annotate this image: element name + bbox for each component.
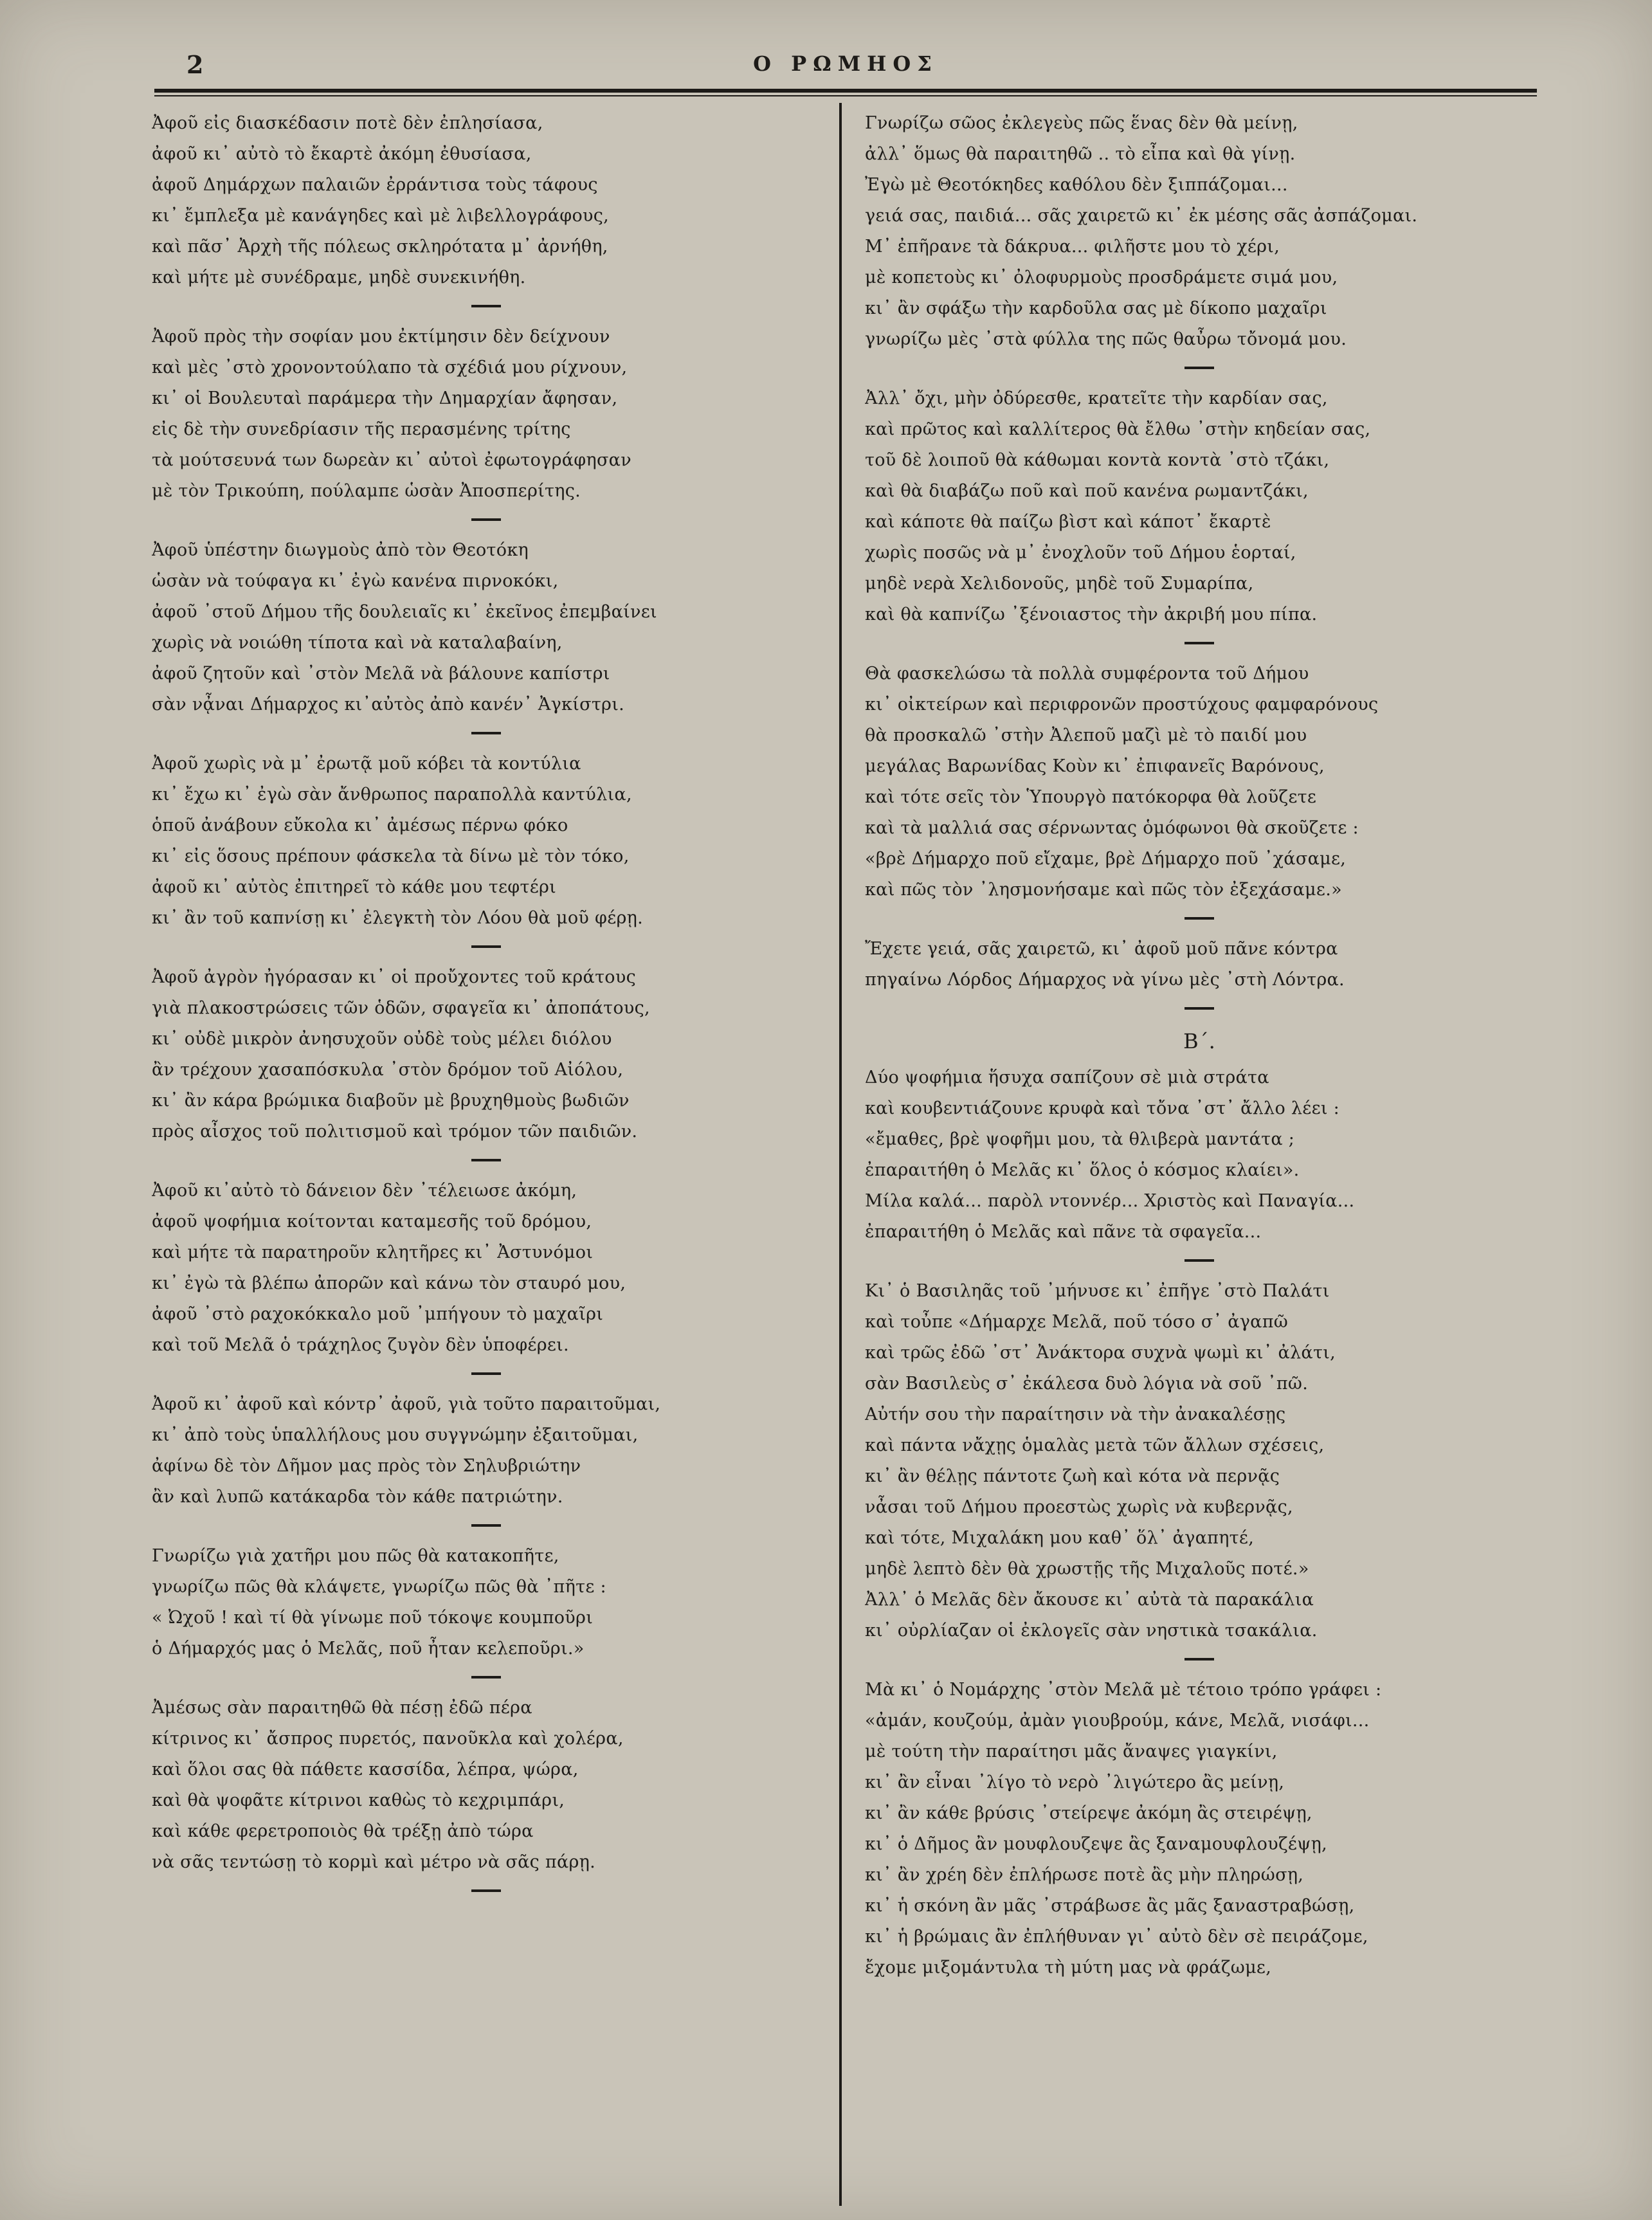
stanza-divider [1185,367,1214,369]
poem-stanza [152,1389,821,1513]
header-rule-thin [154,95,1537,96]
poem-line: γιὰ πλακοστρώσεις τῶν ὁδῶν, σφαγεῖα κι᾽ ἀποπάτους, [152,998,650,1018]
poem-stanza [865,934,1534,996]
poem-line: κι᾽ ἂν χρέη δὲν ἐπλήρωσε ποτὲ ἂς μὴν πληρώσῃ, [865,1865,1304,1885]
poem-line: καὶ θὰ διαβάζω ποῦ καὶ ποῦ κανένα ρωμαντζάκι, [865,481,1309,501]
poem-line: ἐπαραιτήθη ὁ Μελᾶς κι᾽ ὅλος ὁ κόσμος κλαίει». [865,1160,1300,1180]
poem-stanza [865,383,1534,630]
poem-line: γνωρίζω πῶς θὰ κλάψετε, γνωρίζω πῶς θὰ ᾽πῆτε : [152,1577,606,1597]
poem-line: Ἀφοῦ ἀγρὸν ἠγόρασαν κι᾽ οἱ προὔχοντες τοῦ κράτους [152,967,636,987]
poem-line: κι᾽ ἡ βρώμαις ἂν ἐπλήθυναν γι᾽ αὐτὸ δὲν σὲ πειράζομε, [865,1927,1368,1947]
poem-line: καὶ κάθε φερετροποιὸς θὰ τρέξῃ ἀπὸ τώρα [152,1821,534,1841]
column-divider [839,103,842,2206]
poem-line: ἀφοῦ κι᾽ αὐτὸ τὸ ἔκαρτὲ ἀκόμη ἐθυσίασα, [152,144,532,164]
poem-line: καὶ τότε, Μιχαλάκη μου καθ᾽ ὅλ᾽ ἀγαπητέ, [865,1528,1255,1548]
poem-line: ὁποῦ ἀνάβουν εὔκολα κι᾽ ἀμέσως πέρνω φόκο [152,815,568,835]
poem-line: Ἀλλ᾽ ὄχι, μὴν ὀδύρεσθε, κρατεῖτε τὴν καρδίαν σας, [865,388,1328,408]
poem-stanza [865,1062,1534,1248]
poem-line: ὁ Δήμαρχός μας ὁ Μελᾶς, ποῦ ἦταν κελεποῦρι.» [152,1639,585,1659]
poem-line: μηδὲ νερὰ Χελιδονοῦς, μηδὲ τοῦ Συμαρίπα, [865,574,1254,594]
poem-line: γειά σας, παιδιά... σᾶς χαιρετῶ κι᾽ ἐκ μέσης σᾶς ἀσπάζομαι. [865,206,1418,226]
poem-line: πρὸς αἶσχος τοῦ πολιτισμοῦ καὶ τρόμον τῶν παιδιῶν. [152,1122,638,1142]
poem-stanza [865,659,1534,905]
poem-line: ἀφοῦ ζητοῦν καὶ ᾽στὸν Μελᾶ νὰ βάλουνε καπίστρι [152,664,610,684]
poem-line: «ἔμαθες, βρὲ ψοφῆμι μου, τὰ θλιβερὰ μαντάτα ; [865,1129,1295,1149]
poem-stanza [152,1176,821,1361]
poem-line: καὶ τοῦ Μελᾶ ὁ τράχηλος ζυγὸν δὲν ὑποφέρει. [152,1335,569,1355]
poem-line: κι᾽ ἀπὸ τοὺς ὑπαλλήλους μου συγγνώμην ἐξαιτοῦμαι, [152,1425,639,1445]
stanza-divider [1185,1007,1214,1010]
poem-line: καὶ μήτε τὰ παρατηροῦν κλητῆρες κι᾽ Ἀστυνόμοι [152,1242,594,1262]
poem-line: μεγάλας Βαρωνίδας Κοὺν κι᾽ ἐπιφανεῖς Βαρόνους, [865,756,1325,776]
poem-line: Θὰ φασκελώσω τὰ πολλὰ συμφέροντα τοῦ Δήμου [865,664,1309,684]
left-column [152,108,821,2198]
poem-line: σὰν νᾆναι Δήμαρχος κι᾽αὐτὸς ἀπὸ κανέν᾽ Ἀγκίστρι. [152,695,625,714]
poem-line: κι᾽ ἂν τοῦ καπνίσῃ κι᾽ ἐλεγκτὴ τὸν Λόου θὰ μοῦ φέρῃ. [152,908,644,928]
poem-line: καὶ θὰ καπνίζω ᾽ξένοιαστος τὴν ἀκριβή μου πίπα. [865,605,1318,624]
poem-line: Ἐγὼ μὲ Θεοτόκηδες καθόλου δὲν ξιππάζομαι... [865,175,1288,195]
poem-line: Ἀφοῦ χωρὶς νὰ μ᾽ ἐρωτᾷ μοῦ κόβει τὰ κοντύλια [152,754,581,774]
poem-stanza [152,962,821,1147]
poem-line: κι᾽ ἡ σκόνη ἂν μᾶς ᾽στράβωσε ἂς μᾶς ξαναστραβώσῃ, [865,1896,1355,1916]
poem-line: νὰ σᾶς τεντώσῃ τὸ κορμὶ καὶ μέτρο νὰ σᾶς πάρῃ. [152,1852,596,1872]
stanza-divider [471,305,501,307]
poem-line: Μ᾽ ἐπῆρανε τὰ δάκρυα... φιλῆστε μου τὸ χέρι, [865,237,1280,257]
poem-line: καὶ πᾶσ᾽ Ἀρχὴ τῆς πόλεως σκληρότατα μ᾽ ἀρνήθη, [152,237,608,257]
poem-line: Ἀμέσως σὰν παραιτηθῶ θὰ πέσῃ ἐδῶ πέρα [152,1698,532,1718]
poem-line: καὶ ὅλοι σας θὰ πάθετε κασσίδα, λέπρα, ψώρα, [152,1760,579,1779]
poem-line: Μίλα καλά... παρὸλ ντοννέρ... Χριστὸς καὶ Παναγία... [865,1191,1355,1211]
poem-line: Γνωρίζω γιὰ χατῆρι μου πῶς θὰ κατακοπῆτε, [152,1546,559,1566]
stanza-divider [471,1889,501,1892]
poem-line: Κι᾽ ὁ Βασιληᾶς τοῦ ᾽μήνυσε κι᾽ ἐπῆγε ᾽στὸ Παλάτι [865,1281,1330,1301]
right-column [865,108,1534,2198]
poem-line: καὶ μήτε μὲ συνέδραμε, μηδὲ συνεκινήθη. [152,268,526,287]
page-number: 2 [186,50,204,79]
stanza-divider [1185,917,1214,920]
poem-stanza [865,1675,1534,1983]
poem-line: καὶ τρῶς ἐδῶ ᾽στ᾽ Ἀνάκτορα συχνὰ ψωμὶ κι᾽ ἀλάτι, [865,1343,1336,1363]
stanza-divider [471,945,501,948]
masthead-title: Ο ΡΩΜΗΟΣ [753,51,938,76]
poem-line: ἀφοῦ κι᾽ αὐτὸς ἐπιτηρεῖ τὸ κάθε μου τεφτέρι [152,877,557,897]
poem-line: κι᾽ εἰς ὅσους πρέπουν φάσκελα τὰ δίνω μὲ τὸν τόκο, [152,846,630,866]
poem-line: χωρὶς ποσῶς νὰ μ᾽ ἐνοχλοῦν τοῦ Δήμου ἑορταί, [865,543,1296,563]
poem-line: Ἀφοῦ εἰς διασκέδασιν ποτὲ δὲν ἐπλησίασα, [152,113,543,133]
poem-line: γνωρίζω μὲς ᾽στὰ φύλλα της πῶς θαὖρω τὄνομά μου. [865,329,1347,349]
poem-stanza [152,322,821,507]
poem-line: κι᾽ ἔμπλεξα μὲ κανάγηδες καὶ μὲ λιβελλογράφους, [152,206,610,226]
stanza-divider [471,1524,501,1527]
poem-line: Ἔχετε γειά, σᾶς χαιρετῶ, κι᾽ ἀφοῦ μοῦ πᾶνε κόντρα [865,939,1338,959]
poem-line: ὡσὰν νὰ τούφαγα κι᾽ ἐγὼ κανένα πιρνοκόκι, [152,571,559,591]
poem-line: καὶ κάποτε θὰ παίζω βὶστ καὶ κάποτ᾽ ἔκαρτὲ [865,512,1271,532]
poem-line: καὶ πῶς τὸν ᾽λησμονήσαμε καὶ πῶς τὸν ἐξεχάσαμε.» [865,880,1342,900]
poem-stanza [865,1276,1534,1646]
poem-line: κι᾽ ἂν κάρα βρώμικα διαβοῦν μὲ βρυχηθμοὺς βωδιῶν [152,1091,630,1111]
poem-line: κι᾽ ἂν θέλῃς πάντοτε ζωὴ καὶ κότα νὰ περνᾷς [865,1466,1280,1486]
poem-line: «ἀμάν, κουζούμ, ἀμὰν γιουβρούμ, κάνε, Μελᾶ, νισάφι... [865,1711,1370,1731]
poem-line: Ἀλλ᾽ ὁ Μελᾶς δὲν ἄκουσε κι᾽ αὐτὰ τὰ παρακάλια [865,1590,1314,1610]
poem-line: πηγαίνω Λόρδος Δήμαρχος νὰ γίνω μὲς ᾽στὴ Λόντρα. [865,970,1345,990]
section-heading: Β΄. [1183,1029,1215,1053]
poem-line: Αὐτήν σου τὴν παραίτησιν νὰ τὴν ἀνακαλέσῃς [865,1405,1286,1424]
poem-line: ἀλλ᾽ ὅμως θὰ παραιτηθῶ .. τὸ εἶπα καὶ θὰ γίνῃ. [865,144,1296,164]
stanza-divider [1185,1259,1214,1262]
poem-line: κι᾽ οὐρλίαζαν οἱ ἐκλογεῖς σὰν νηστικὰ τσακάλια. [865,1621,1318,1641]
poem-line: κι᾽ ὁ Δῆμος ἂν μουφλουζεψε ἂς ξαναμουφλουζέψῃ, [865,1834,1328,1854]
poem-line: σὰν Βασιλεὺς σ᾽ ἐκάλεσα δυὸ λόγια νὰ σοῦ ᾽πῶ. [865,1374,1309,1394]
poem-line: καὶ πάντα νἄχῃς ὁμαλὰς μετὰ τῶν ἄλλων σχέσεις, [865,1435,1325,1455]
poem-line: κι᾽ ἐγὼ τὰ βλέπω ἀπορῶν καὶ κάνω τὸν σταυρό μου, [152,1273,626,1293]
poem-line: θὰ προσκαλῶ ᾽στὴν Ἀλεποῦ μαζὶ μὲ τὸ παιδί μου [865,725,1307,745]
poem-line: κι᾽ οἰκτείρων καὶ περιφρονῶν προστύχους φαμφαρόνους [865,695,1379,714]
poem-stanza [152,108,821,293]
poem-line: κι᾽ ἂν κάθε βρύσις ᾽στείρεψε ἀκόμη ἂς στειρέψῃ, [865,1803,1312,1823]
poem-line: Δύο ψοφήμια ἥσυχα σαπίζουν σὲ μιὰ στράτα [865,1068,1269,1087]
stanza-divider [471,1676,501,1679]
poem-line: ἀφοῦ ψοφήμια κοίτονται καταμεσῆς τοῦ δρόμου, [152,1212,592,1232]
poem-stanza [152,1541,821,1664]
poem-line: Ἀφοῦ ὑπέστην διωγμοὺς ἀπὸ τὸν Θεοτόκη [152,540,529,560]
poem-line: μὲ τούτη τὴν παραίτησι μᾶς ἄναψες γιαγκίνι, [865,1742,1278,1761]
poem-line: Γνωρίζω σῶος ἐκλεγεὺς πῶς ἕνας δὲν θὰ μείνῃ, [865,113,1298,133]
poem-line: νἆσαι τοῦ Δήμου προεστὼς χωρὶς νὰ κυβερνᾷς, [865,1497,1293,1517]
poem-line: εἰς δὲ τὴν συνεδρίασιν τῆς περασμένης τρίτης [152,419,571,439]
poem-line: ἐπαραιτήθη ὁ Μελᾶς καὶ πᾶνε τὰ σφαγεῖα... [865,1222,1262,1242]
poem-line: καὶ τότε σεῖς τὸν Ὑπουργὸ πατόκορφα θὰ λοῦζετε [865,787,1317,807]
poem-stanza [152,1693,821,1878]
poem-line: κίτρινος κι᾽ ἄσπρος πυρετός, πανοῦκλα καὶ χολέρα, [152,1729,624,1749]
stanza-divider [1185,1658,1214,1660]
header-rule [154,89,1537,93]
poem-line: ἂν καὶ λυπῶ κατάκαρδα τὸν κάθε πατριώτην. [152,1487,563,1507]
stanza-divider [1185,642,1214,644]
poem-line: ἂν τρέχουν χασαπόσκυλα ᾽στὸν δρόμον τοῦ Αἰόλου, [152,1060,624,1080]
poem-stanza [152,535,821,720]
stanza-divider [471,732,501,734]
poem-line: ἀφοῦ Δημάρχων παλαιῶν ἐρράντισα τοὺς τάφους [152,175,598,195]
poem-line: καὶ κουβεντιάζουνε κρυφὰ καὶ τὄνα ᾽στ᾽ ἄλλο λέει : [865,1098,1340,1118]
poem-line: κι᾽ οὐδὲ μικρὸν ἀνησυχοῦν οὐδὲ τοὺς μέλει διόλου [152,1029,612,1049]
poem-line: « Ὠχοῦ ! καὶ τί θὰ γίνωμε ποῦ τόκοψε κουμποῦρι [152,1608,594,1628]
poem-line: μηδὲ λεπτὸ δὲν θὰ χρωστῇς τῆς Μιχαλοῦς ποτέ.» [865,1559,1309,1579]
poem-stanza [865,108,1534,355]
poem-line: «βρὲ Δήμαρχο ποῦ εἴχαμε, βρὲ Δήμαρχο ποῦ ᾽χάσαμε, [865,849,1347,869]
poem-line: τοῦ δὲ λοιποῦ θὰ κάθωμαι κοντὰ κοντὰ ᾽στὸ τζάκι, [865,450,1330,470]
poem-line: μὲ τὸν Τρικούπη, πούλαμπε ὡσὰν Ἀποσπερίτης. [152,481,581,501]
poem-line: ἀφοῦ ᾽στὸ ραχοκόκκαλο μοῦ ᾽μπήγουν τὸ μαχαῖρι [152,1304,604,1324]
poem-stanza [152,749,821,934]
poem-line: Ἀφοῦ πρὸς τὴν σοφίαν μου ἐκτίμησιν δὲν δείχνουν [152,327,610,347]
poem-line: καὶ τοὖπε «Δήμαρχε Μελᾶ, ποῦ τόσο σ᾽ ἀγαπῶ [865,1312,1289,1332]
poem-line: καὶ θὰ ψοφᾶτε κίτρινοι καθὼς τὸ κεχριμπάρι, [152,1790,565,1810]
poem-line: καὶ μὲς ᾽στὸ χρονοντούλαπο τὰ σχέδιά μου ρίχνουν, [152,358,628,378]
poem-line: Ἀφοῦ κι᾽αὐτὸ τὸ δάνειον δὲν ᾽τέλειωσε ἀκόμη, [152,1181,577,1201]
stanza-divider [471,518,501,521]
poem-line: χωρὶς νὰ νοιώθη τίποτα καὶ νὰ καταλαβαίνη, [152,633,563,653]
poem-line: κι᾽ οἱ Βουλευταὶ παράμερα τὴν Δημαρχίαν ἄφησαν, [152,388,618,408]
poem-line: ἔχομε μιξομάντυλα τὴ μύτη μας νὰ φράζωμε, [865,1958,1272,1978]
stanza-divider [471,1372,501,1375]
poem-line: καὶ τὰ μαλλιά σας σέρνωντας ὁμόφωνοι θὰ σκοῦζετε : [865,818,1359,838]
poem-line: μὲ κοπετοὺς κι᾽ ὀλοφυρμοὺς προσδράμετε σιμά μου, [865,268,1338,287]
poem-line: ἀφοῦ ᾽στοῦ Δήμου τῆς δουλειαῖς κι᾽ ἐκεῖνος ἐπεμβαίνει [152,602,657,622]
poem-line: καὶ πρῶτος καὶ καλλίτερος θὰ ἔλθω ᾽στὴν κηδείαν σας, [865,419,1371,439]
page-header [154,50,1537,89]
poem-line: τὰ μούτσευνά των δωρεὰν κι᾽ αὐτοὶ ἐφωτογράφησαν [152,450,631,470]
stanza-divider [471,1159,501,1161]
poem-line: Ἀφοῦ κι᾽ ἀφοῦ καὶ κόντρ᾽ ἀφοῦ, γιὰ τοῦτο παραιτοῦμαι, [152,1394,661,1414]
poem-line: κι᾽ ἂν εἶναι ᾽λίγο τὸ νερὸ ᾽λιγώτερο ἂς μείνῃ, [865,1772,1285,1792]
poem-line: Μὰ κι᾽ ὁ Νομάρχης ᾽στὸν Μελᾶ μὲ τέτοιο τρόπο γράφει : [865,1680,1382,1700]
poem-line: κι᾽ ἂν σφάξω τὴν καρδοῦλα σας μὲ δίκοπο μαχαῖρι [865,298,1327,318]
poem-line: ἀφίνω δὲ τὸν Δῆμον μας πρὸς τὸν Σηλυβριώτην [152,1456,581,1476]
poem-line: κι᾽ ἔχω κι᾽ ἐγὼ σὰν ἄνθρωπος παραπολλὰ καντύλια, [152,785,632,805]
